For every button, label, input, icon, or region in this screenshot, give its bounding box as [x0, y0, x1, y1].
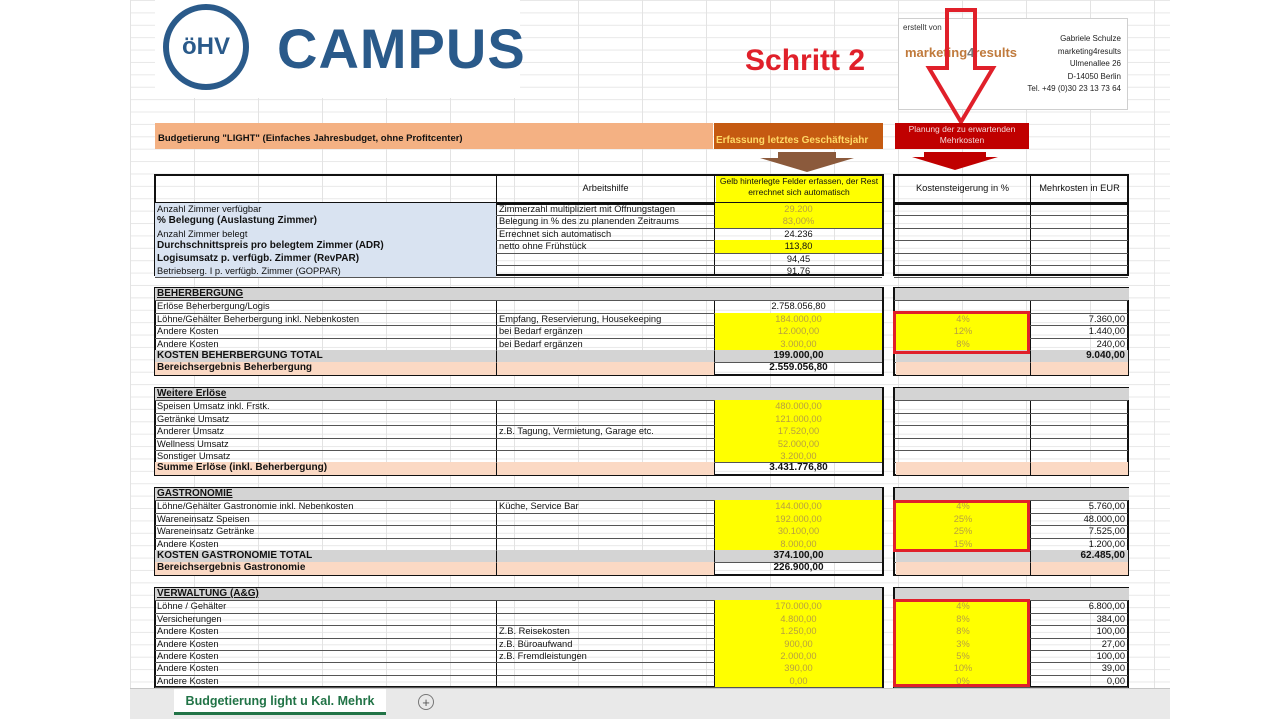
kpi-value[interactable]: 94,45	[786, 253, 811, 264]
gastro-result-mehr	[1031, 562, 1128, 574]
gastro-total-label: KOSTEN GASTRONOMIE TOTAL	[155, 550, 496, 562]
gelb-hint-header: Gelb hinterlegte Felder erfassen, der Rest errechnet sich automatisch	[716, 176, 882, 202]
gastro-total-hilfe	[497, 550, 714, 562]
erloese-row-pct[interactable]	[896, 425, 1030, 437]
kpi-label: Logisumsatz p. verfügb. Zimmer (RevPAR)	[155, 253, 496, 265]
kpi-label: Durchschnittspreis pro belegtem Zimmer (ADR)	[155, 240, 496, 252]
erloese-row-label: Speisen Umsatz inkl. Frstk.	[157, 401, 270, 412]
erloese-side-title	[895, 388, 1129, 400]
beherbergung-total-value: 199.000,00	[715, 350, 882, 362]
gastro-row-value[interactable]: 192.000,00	[715, 513, 882, 525]
erloese-row-mehr	[1031, 425, 1128, 437]
company-address: Gabriele Schulze marketing4results Ulmenallee 26 D-14050 Berlin Tel. +49 (0)30 23 13 73 64	[1027, 34, 1121, 93]
beherbergung-row-value[interactable]: 2.758.056,80	[771, 301, 826, 312]
verwaltung-row-label: Andere Kosten	[157, 638, 219, 649]
gastro-result-label: Bereichsergebnis Gastronomie	[155, 562, 496, 574]
beherbergung-result-hilfe	[497, 362, 714, 374]
erloese-row-mehr	[1031, 438, 1128, 450]
erloese-row-pct[interactable]	[896, 400, 1030, 412]
erloese-row-value[interactable]: 121.000,00	[715, 413, 882, 425]
beherbergung-row-label: Löhne/Gehälter Beherbergung inkl. Nebenkosten	[157, 313, 360, 324]
verwaltung-row-label: Andere Kosten	[157, 651, 219, 661]
step-title: Schritt 2	[745, 44, 866, 77]
plus-icon: +	[422, 694, 430, 710]
verwaltung-row-mehr: 0,00	[1106, 675, 1125, 686]
verwaltung-title: VERWALTUNG (A&G)	[155, 588, 882, 600]
verwaltung-row-mehr: 27,00	[1101, 638, 1125, 649]
beherbergung-side-title	[895, 288, 1129, 300]
red-small-arrow-icon	[912, 152, 998, 170]
beherbergung-result-pct	[896, 362, 1030, 374]
oehv-logo-icon	[163, 4, 249, 90]
kpi-value[interactable]: 113,80	[715, 240, 882, 252]
verwaltung-row-hilfe	[497, 613, 714, 625]
beherbergung-row-mehr: 1.440,00	[1088, 326, 1125, 337]
sheet-tab-active[interactable]	[174, 689, 386, 715]
erloese-row-value[interactable]: 17.520,00	[715, 425, 882, 437]
kpi-label: % Belegung (Auslastung Zimmer)	[155, 215, 496, 227]
gastro-result-pct	[896, 562, 1030, 574]
gastro-result-hilfe	[497, 562, 714, 574]
erloese-row-hilfe: z.B. Tagung, Vermietung, Garage etc.	[499, 426, 654, 437]
verwaltung-row-label: Versicherungen	[157, 613, 222, 624]
kpi-hilfe: Belegung in % des zu planenden Zeitraums	[499, 216, 679, 227]
kpi-hilfe: Errechnet sich automatisch	[499, 228, 612, 239]
erloese-row-label: Anderer Umsatz	[157, 426, 225, 437]
beherbergung-row-value[interactable]: 3.000,00	[715, 338, 882, 350]
verwaltung-row-value[interactable]: 0,00	[715, 675, 882, 687]
beherbergung-row-label: Andere Kosten	[157, 326, 219, 337]
beherbergung-total-mehr: 9.040,00	[1031, 350, 1128, 362]
kpi-value[interactable]: 83,00%	[715, 215, 882, 227]
erloese-row-pct[interactable]	[896, 450, 1030, 462]
verwaltung-row-mehr: 6.800,00	[1088, 601, 1125, 612]
gastro-row-pct[interactable]: 15%	[896, 538, 1030, 550]
erloese-row-pct[interactable]	[896, 438, 1030, 450]
erloese-row-hilfe	[497, 413, 714, 425]
verwaltung-row-hilfe	[497, 662, 714, 674]
erloese-row-label: Wellness Umsatz	[157, 438, 229, 449]
verwaltung-row-pct[interactable]: 10%	[896, 662, 1030, 674]
erloese-row-value[interactable]: 3.200,00	[715, 450, 882, 462]
gastro-row-value[interactable]: 144.000,00	[715, 500, 882, 512]
beherbergung-title: BEHERBERGUNG	[155, 288, 882, 300]
gastro-row-pct[interactable]: 25%	[896, 525, 1030, 537]
beherbergung-row-label: Andere Kosten	[157, 338, 219, 349]
highlight-beherbergung-pct	[893, 311, 1030, 354]
gastro-row-pct[interactable]: 25%	[896, 513, 1030, 525]
mehr-header: Mehrkosten in EUR	[1039, 183, 1120, 193]
verwaltung-row-pct[interactable]: 0%	[896, 675, 1030, 687]
beherbergung-row-label: Erlöse Beherbergung/Logis	[157, 301, 270, 312]
verwaltung-row-label: Andere Kosten	[157, 626, 219, 637]
gastro-row-hilfe	[497, 525, 714, 537]
marketing4results-logo: marketing4results	[905, 45, 1018, 60]
beherbergung-row-mehr: 240,00	[1096, 338, 1125, 349]
beherbergung-total-hilfe	[497, 350, 714, 362]
gastro-total-mehr: 62.485,00	[1031, 550, 1128, 562]
logo-text: CAMPUS	[277, 17, 526, 80]
erloese-row-value[interactable]: 480.000,00	[715, 400, 882, 412]
logo-mark: öHV	[182, 33, 230, 60]
erloese-sum-pct	[896, 462, 1030, 474]
verwaltung-row-hilfe: Z.B. Reisekosten	[499, 626, 570, 637]
erloese-row-hilfe	[497, 450, 714, 462]
erloese-row-label: Sonstiger Umsatz	[157, 451, 231, 461]
gastro-row-mehr: 7.525,00	[1088, 526, 1125, 537]
verwaltung-row-label: Andere Kosten	[157, 663, 219, 674]
beherbergung-row-mehr: 7.360,00	[1088, 313, 1125, 324]
arbeitshilfe-header: Arbeitshilfe	[582, 183, 629, 193]
erloese-row-value[interactable]: 52.000,00	[715, 438, 882, 450]
kpi-label: Betriebserg. I p. verfügb. Zimmer (GOPPAR)	[155, 265, 496, 277]
verwaltung-row-label: Löhne / Gehälter	[157, 601, 227, 612]
beherbergung-row-pct[interactable]: 8%	[896, 338, 1030, 350]
verwaltung-row-value[interactable]: 4.800,00	[715, 613, 882, 625]
erloese-row-hilfe	[497, 438, 714, 450]
verwaltung-row-hilfe: z.B. Büroaufwand	[499, 638, 573, 649]
verwaltung-row-value[interactable]: 170.000,00	[715, 600, 882, 612]
verwaltung-row-pct[interactable]: 5%	[896, 650, 1030, 662]
gastro-row-label: Andere Kosten	[157, 538, 219, 549]
beherbergung-result-label: Bereichsergebnis Beherbergung	[155, 362, 496, 374]
gastro-row-mehr: 1.200,00	[1088, 538, 1125, 549]
kpi-hilfe: netto ohne Frühstück	[499, 241, 587, 252]
sheet-tab-label: Budgetierung light u Kal. Mehrk	[185, 693, 375, 708]
beherbergung-row-value[interactable]: 184.000,00	[715, 313, 882, 325]
gastro-row-label: Löhne/Gehälter Gastronomie inkl. Nebenkosten	[157, 501, 354, 512]
gastro-result-value: 226.900,00	[773, 562, 824, 574]
erloese-row-mehr	[1031, 450, 1128, 462]
kpi-hilfe	[497, 253, 714, 265]
verwaltung-row-pct[interactable]: 8%	[896, 613, 1030, 625]
beherbergung-row-pct[interactable]: 4%	[896, 313, 1030, 325]
gastro-total-value: 374.100,00	[715, 550, 882, 562]
erloese-sum-mehr	[1031, 462, 1128, 474]
brown-arrow-icon	[760, 152, 854, 172]
beherbergung-row-hilfe: Empfang, Reservierung, Housekeeping	[499, 313, 662, 324]
verwaltung-row-hilfe	[497, 600, 714, 612]
verwaltung-row-mehr: 39,00	[1101, 663, 1125, 674]
beherbergung-total-label: KOSTEN BEHERBERGUNG TOTAL	[155, 350, 496, 362]
highlight-gastro-pct	[893, 500, 1030, 552]
kpi-value[interactable]: 91,76	[786, 266, 811, 276]
gastro-title: GASTRONOMIE	[155, 488, 882, 500]
verwaltung-row-pct[interactable]: 8%	[896, 625, 1030, 637]
highlight-verwaltung-pct	[893, 599, 1030, 687]
gastro-row-value[interactable]: 30.100,00	[715, 525, 882, 537]
erloese-sum-value: 3.431.776,80	[769, 462, 828, 474]
kpi-label: Anzahl Zimmer belegt	[155, 228, 496, 240]
beherbergung-row-hilfe: bei Bedarf ergänzen	[499, 326, 583, 337]
gastro-row-label: Wareneinsatz Getränke	[157, 526, 255, 537]
verwaltung-row-hilfe: z.B. Fremdleistungen	[499, 651, 587, 661]
verwaltung-row-mehr: 384,00	[1096, 613, 1125, 624]
verwaltung-row-hilfe	[497, 675, 714, 687]
erloese-row-mehr	[1031, 413, 1128, 425]
verwaltung-row-pct[interactable]: 3%	[896, 638, 1030, 650]
gastro-row-hilfe	[497, 513, 714, 525]
verwaltung-row-value[interactable]: 900,00	[715, 638, 882, 650]
logo-area	[155, 0, 526, 98]
erloese-row-label: Getränke Umsatz	[157, 413, 230, 424]
red-down-arrow-icon	[925, 6, 997, 126]
gastro-row-mehr: 48.000,00	[1083, 513, 1125, 524]
verwaltung-row-value[interactable]: 2.000,00	[715, 650, 882, 662]
gastro-row-hilfe: Küche, Service Bar	[499, 501, 579, 512]
erstellt-label: erstellt von	[903, 23, 942, 32]
gastro-row-hilfe	[497, 538, 714, 550]
banner-title: Budgetierung "LIGHT" (Einfaches Jahresbudget, ohne Profitcenter)	[155, 123, 713, 149]
verwaltung-row-mehr: 100,00	[1096, 651, 1125, 661]
beherbergung-row-hilfe	[497, 300, 714, 312]
add-sheet-button[interactable]	[418, 694, 434, 710]
verwaltung-row-value[interactable]: 1.250,00	[715, 625, 882, 637]
verwaltung-row-value[interactable]: 390,00	[715, 662, 882, 674]
erloese-row-hilfe	[497, 400, 714, 412]
beherbergung-row-pct[interactable]: 12%	[896, 325, 1030, 337]
beherbergung-row-hilfe: bei Bedarf ergänzen	[499, 338, 583, 349]
erloese-sum-hilfe	[497, 462, 714, 474]
verwaltung-row-label: Andere Kosten	[157, 675, 219, 686]
gastro-row-value[interactable]: 8.000,00	[715, 538, 882, 550]
kosten-header: Kostensteigerung in %	[915, 183, 1010, 193]
gastro-row-mehr: 5.760,00	[1088, 501, 1125, 512]
planung-header: Planung der zu erwartenden Mehrkosten	[895, 123, 1029, 149]
erfassung-header: Erfassung letztes Geschäftsjahr	[714, 123, 883, 149]
verwaltung-row-mehr: 100,00	[1096, 626, 1125, 637]
beherbergung-row-mehr	[1031, 300, 1128, 312]
gastro-side-title	[895, 488, 1129, 500]
kpi-label: Anzahl Zimmer verfügbar	[155, 203, 496, 215]
sheet-tab-bar	[130, 688, 1170, 719]
kpi-hilfe: Zimmerzahl multipliziert mit Öffnungstagen	[499, 204, 676, 214]
kpi-value[interactable]: 29.200	[715, 203, 882, 215]
kpi-hilfe	[497, 265, 714, 277]
beherbergung-row-value[interactable]: 12.000,00	[715, 325, 882, 337]
kpi-value[interactable]: 24.236	[784, 228, 813, 239]
erloese-sum-label: Summe Erlöse (inkl. Beherbergung)	[155, 462, 496, 474]
verwaltung-row-pct[interactable]: 4%	[896, 600, 1030, 612]
erloese-row-mehr	[1031, 400, 1128, 412]
erloese-title: Weitere Erlöse	[155, 388, 882, 400]
gastro-row-pct[interactable]: 4%	[896, 500, 1030, 512]
beherbergung-result-value: 2.559.056,80	[769, 362, 828, 374]
beherbergung-result-mehr	[1031, 362, 1128, 374]
erloese-row-pct[interactable]	[896, 413, 1030, 425]
gastro-row-label: Wareneinsatz Speisen	[157, 513, 250, 524]
